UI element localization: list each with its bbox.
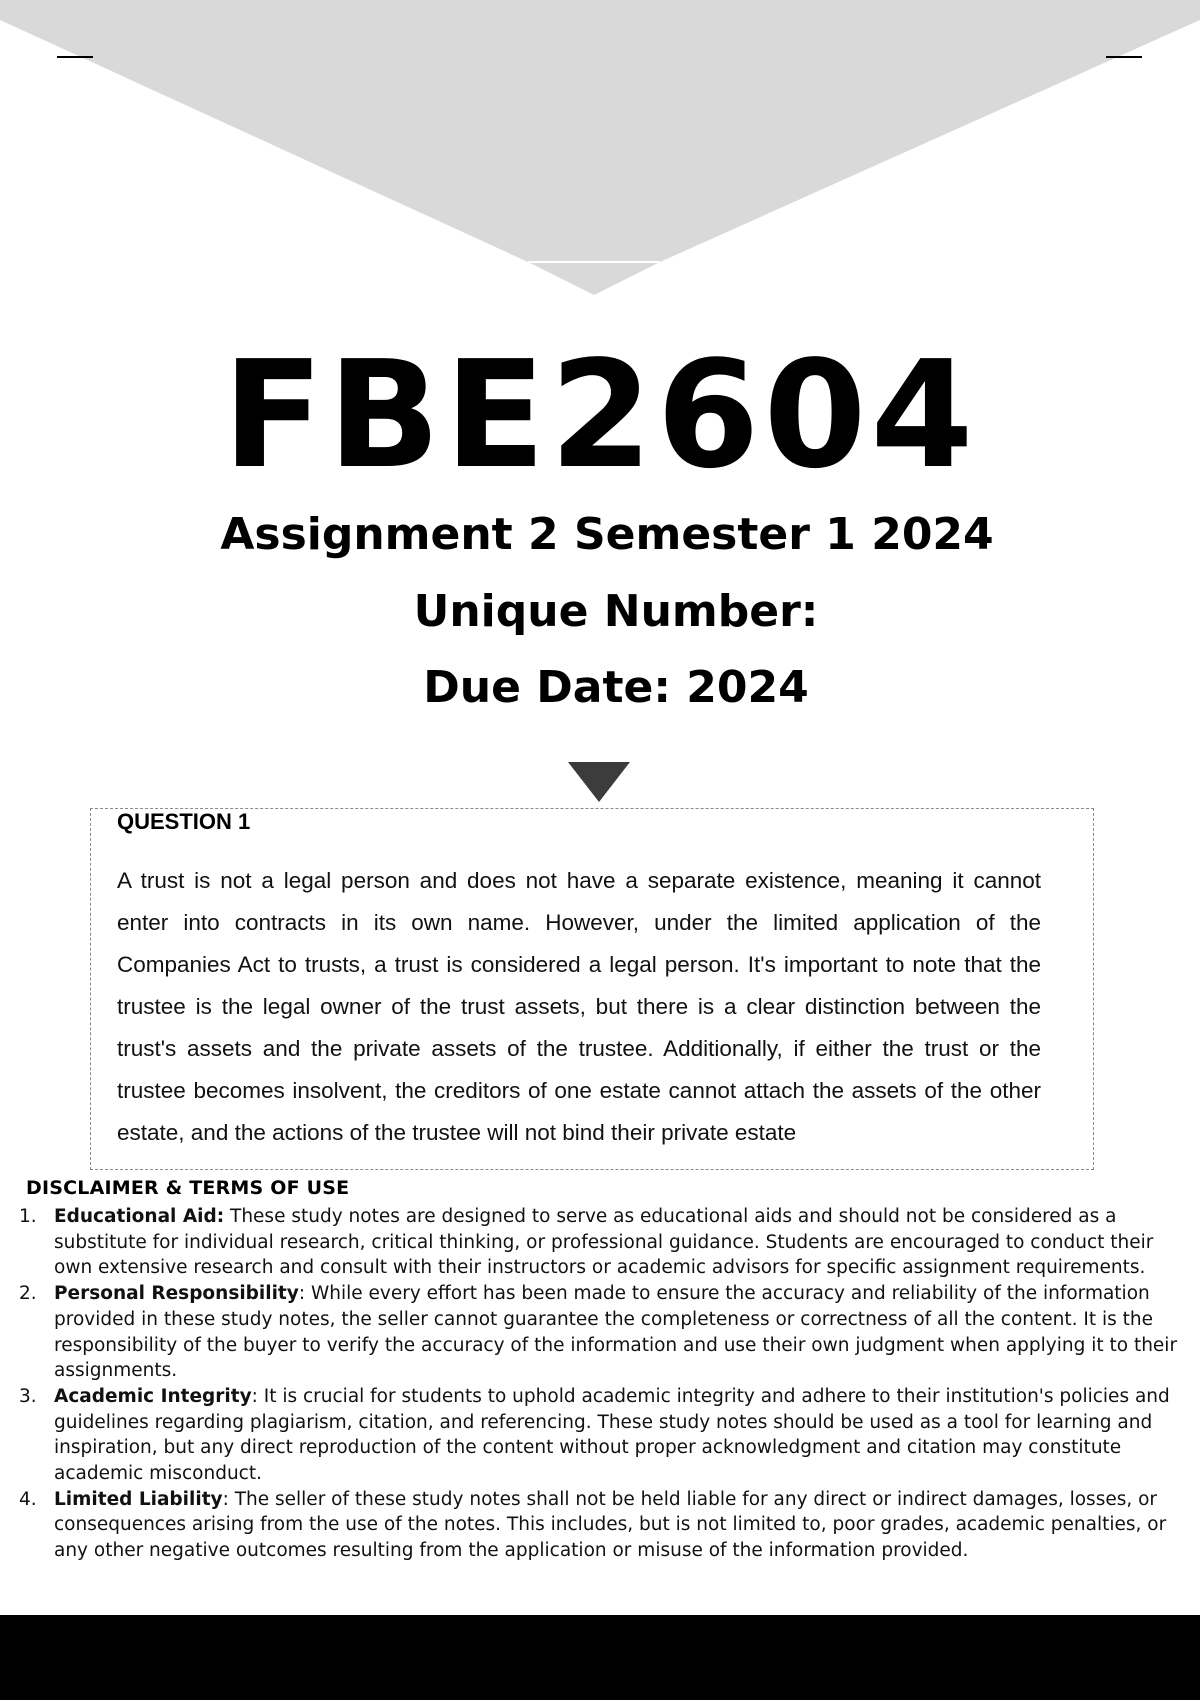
disclaimer-item-number: 4. — [19, 1488, 37, 1510]
course-code-title: FBE2604 — [222, 329, 978, 501]
disclaimer-item-number: 3. — [19, 1385, 37, 1407]
disclaimer-item-number: 1. — [19, 1206, 37, 1227]
disclaimer-list — [0, 1204, 1190, 1564]
corner-mark-right — [1106, 56, 1142, 58]
disclaimer-item-term: Academic Integrity — [54, 1385, 252, 1407]
due-date-label: Due Date: 2024 — [423, 662, 809, 713]
disclaimer-item-number: 2. — [19, 1283, 37, 1305]
footer-bar — [0, 1615, 1200, 1700]
disclaimer-heading: DISCLAIMER & TERMS OF USE — [26, 1177, 350, 1199]
disclaimer-item-text: These study notes are designed to serve as educational aids and should not be considered as a substitute for individual research, critical thinking, or professional guidance. Students are encouraged to conduct their own extensive research and consult with their instructors or academic advisors for specific assignment requirements. — [54, 1206, 1154, 1279]
disclaimer-item-term: Educational Aid: — [54, 1206, 225, 1227]
question-body: A trust is not a legal person and does not have a separate existence, meaning it cannot enter into contracts in its own name. However, under the limited application of the Companies Act to trusts, a trust is considered a legal person. It's important to note that the trustee is the legal owner of the trust assets, but there is a clear distinction between the trust's assets and the private assets of the trustee. Additionally, if either the trust or the trustee becomes insolvent, the creditors of one estate cannot attach the assets of the other estate, and the actions of the trustee will not bind their private estate — [117, 868, 1041, 1145]
banner-chevron — [0, 0, 1200, 295]
disclaimer-item — [0, 1204, 1190, 1281]
unique-number-label: Unique Number: — [413, 586, 819, 637]
disclaimer-item-term: Personal Responsibility — [54, 1283, 299, 1305]
down-arrow-icon — [568, 762, 630, 802]
disclaimer-item — [0, 1281, 1190, 1384]
disclaimer-item-term: Limited Liability — [54, 1488, 223, 1510]
disclaimer-item-text: : While every effort has been made to ensure the accuracy and reliability of the information provided in these study notes, the seller cannot guarantee the completeness or correctness of all the content. It is the responsibility of the buyer to verify the accuracy of the information and use their own judgment when applying it to their assignments. — [54, 1283, 1178, 1382]
disclaimer-item-text: : The seller of these study notes shall not be held liable for any direct or indirect damages, losses, or consequences arising from the use of the notes. This includes, but is not limited to, poor grades, academic penalties, or any other negative outcomes resulting from the application or misuse of the information provided. — [54, 1488, 1167, 1562]
disclaimer-item-text: : It is crucial for students to uphold academic integrity and adhere to their institution's policies and guidelines regarding plagiarism, citation, and referencing. These study notes should be used as a tool for learning and inspiration, but any direct reproduction of the content without proper acknowledgment and citation may constitute academic misconduct. — [54, 1385, 1170, 1485]
question-title: QUESTION 1 — [117, 809, 251, 834]
disclaimer-item — [0, 1487, 1190, 1564]
corner-mark-left — [57, 56, 93, 58]
assignment-subtitle: Assignment 2 Semester 1 2024 — [220, 509, 994, 560]
header-banner-shape — [0, 0, 1200, 300]
disclaimer-item — [0, 1384, 1190, 1487]
